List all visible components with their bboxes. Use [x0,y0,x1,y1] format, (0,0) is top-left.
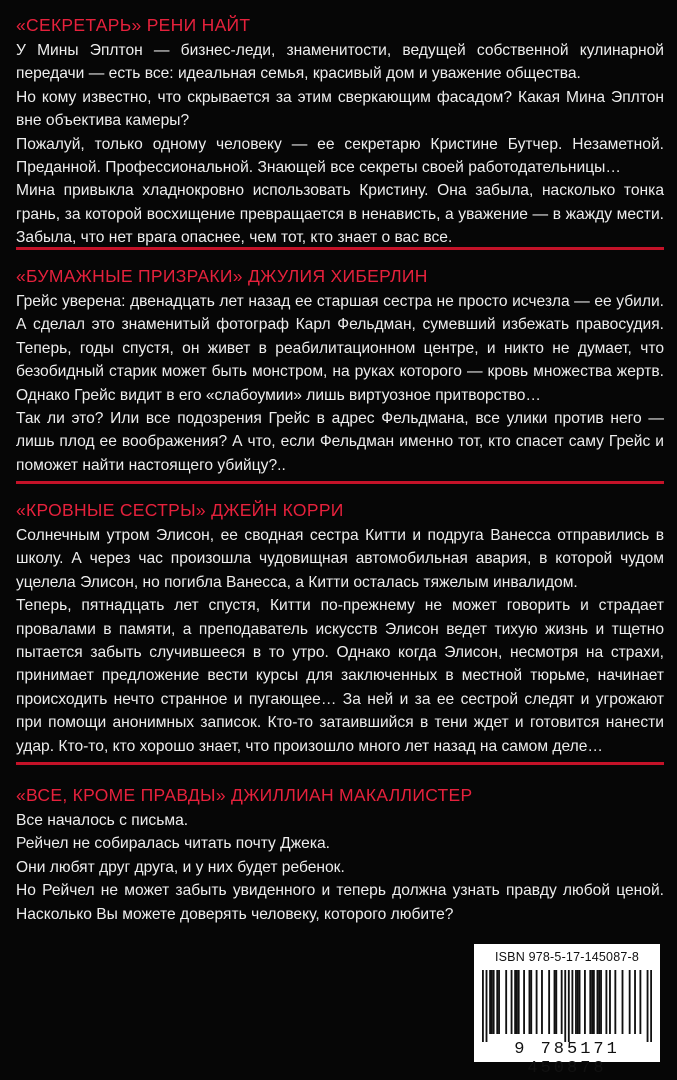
barcode-bar [505,970,507,1034]
barcode-bar [568,970,570,1042]
section-divider [16,481,664,484]
barcode-bar [541,970,543,1034]
barcode-bar [634,970,636,1034]
barcode-bar [548,970,550,1034]
section-heading: «КРОВНЫЕ СЕСТРЫ» ДЖЕЙН КОРРИ [16,500,344,520]
barcode-bar [498,970,500,1034]
barcode-bar [605,970,607,1034]
barcode-bar [593,970,595,1034]
barcode-bar [584,970,586,1034]
section-heading: «ВСЕ, КРОМЕ ПРАВДЫ» ДЖИЛЛИАН МАКАЛЛИСТЕР [16,785,473,805]
barcode-bar [536,970,538,1034]
barcode-bar [600,970,602,1034]
section-divider [16,247,664,250]
barcode-bar [555,970,557,1034]
barcode-bar [530,970,532,1034]
barcode-bar [554,970,556,1034]
section-everything-but-truth [16,784,664,926]
barcode-bar [597,970,599,1034]
section-secretary [16,14,664,250]
barcode-bar [523,970,525,1034]
paragraph: Солнечным утром Элисон, ее сводная сестра Китти и подруга Ванесса отправились в школу. А через час произошла чудовищная автомобильная авария, в которой чудом уцелела Элисон, но погибла Ванесса, а Китти осталась тяжелым инвалидом. [16,527,664,591]
barcode-bars [482,970,652,1042]
barcode-bar [579,970,581,1034]
barcode-bar [571,970,573,1034]
barcode-bar [575,970,577,1034]
barcode-bar [489,970,491,1034]
isbn-label: ISBN 978-5-17-145087-8 [494,950,640,964]
barcode-bar [529,970,531,1034]
barcode-bar [511,970,513,1034]
paragraph: Они любят друг друга, и у них будет ребенок. [16,858,345,876]
section-heading: «СЕКРЕТАРЬ» РЕНИ НАЙТ [16,15,251,35]
barcode-bar [650,970,652,1042]
paragraph: Так ли это? Или все подозрения Грейс в адрес Фельдмана, все улики против него — лишь плод ее воображения? А что, если Фельдман именно тот, кто спасет саму Грейс и поможет найти настоящего убийцу?.. [16,410,664,474]
barcode-bar [622,970,624,1034]
section-paper-ghosts [16,265,664,477]
barcode-bar [589,970,591,1034]
barcode-bar [591,970,593,1034]
paragraph: Но кому известно, что скрывается за этим сверкающим фасадом? Какая Мина Эплтон вне объектива камеры? [16,88,664,130]
barcode-bar [629,970,631,1034]
barcode-bar [496,970,498,1034]
barcode-bar [518,970,520,1034]
barcode-bar [598,970,600,1034]
barcode-bar [639,970,641,1034]
paragraph: Грейс уверена: двенадцать лет назад ее старшая сестра не просто исчезла — ее убили. А сделал это знаменитый фотограф Карл Фельдман, сумевший избежать правосудия. Теперь, годы спустя, он живет в реабилитационном центре, и никто не думает, что безобидный старик может быть монстром, на руках которого — кровь множества жертв. Однако Грейс видит в его «слабоумии» лишь виртуозное притворство… [16,293,664,404]
barcode-bar [614,970,616,1034]
paragraph: Рейчел не собиралась читать почту Джека. [16,835,330,853]
paragraph: Но Рейчел не может забыть увиденного и теперь должна узнать правду любой ценой. Насколько Вы можете доверять человеку, которого любите? [16,882,664,923]
barcode-bar [493,970,495,1034]
paragraph: У Мины Эплтон — бизнес-леди, знаменитости, ведущей собственной кулинарной передачи — есть все: идеальная семья, красивый дом и уважение общества. [16,42,664,83]
paragraph: Мина привыкла хладнокровно использовать Кристину. Она забыла, насколько тонка грань, за которой восхищение превращается в ненависть, а уважение — в жажду мести. Забыла, что нет врага опаснее, чем тот, кто знает о вас все. [16,182,664,247]
paragraph: Все началось с письма. [16,812,189,829]
paragraph: Пожалуй, только одному человеку — ее секретарю Кристине Бутчер. Незаметной. Преданной. Профессиональной. Знающей все секреты своей работодательницы… [16,135,664,177]
section-divider [16,762,664,765]
paragraph: Теперь, пятнадцать лет спустя, Китти по-прежнему не может говорить и страдает провалами в памяти, а преподаватель искусств Элисон ведет тихую жизнь и тщетно пытается забыть случившееся в то утро. Однако когда Элисон, несмотря на страхи, принимает предложение вести курсы для заключенных в местной тюрьме, начинает происходить нечто странное и пугающее… За ней и за ее сестрой следят и угрожают при помощи анонимных записок. Кто-то затаившийся в тени ждет и готовится нанести удар. Кто-то, кто хорошо знает, что произошло много лет назад на самом деле… [16,597,664,755]
barcode-bar [491,970,493,1034]
barcode-bar [564,970,566,1042]
section-blood-sisters [16,499,664,758]
barcode-bar [516,970,518,1034]
barcode-bar [647,970,649,1042]
isbn-barcode [474,944,660,1078]
section-heading: «БУМАЖНЫЕ ПРИЗРАКИ» ДЖУЛИЯ ХИБЕРЛИН [16,266,428,286]
barcode-bar [486,970,488,1042]
barcode-digits: 9 785171 450878 [514,1040,620,1078]
barcode-bar [482,970,484,1042]
barcode-bar [609,970,611,1034]
barcode-bar [514,970,516,1034]
barcode-bar [577,970,579,1034]
barcode-bar [561,970,563,1034]
